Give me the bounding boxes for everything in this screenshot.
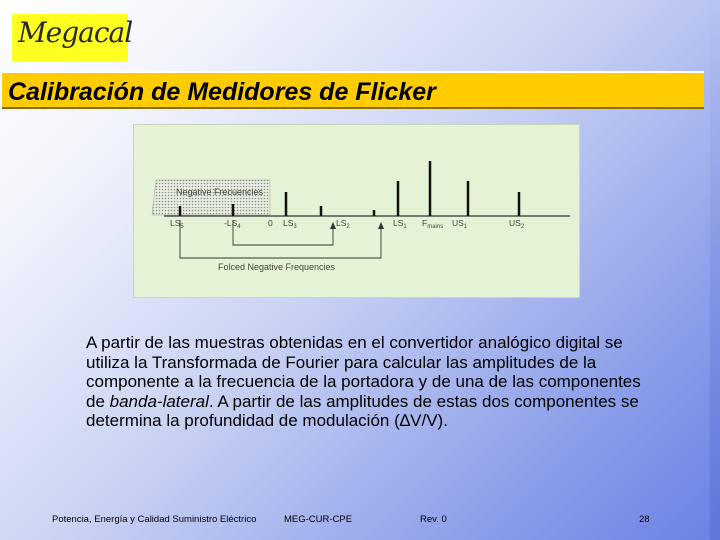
fold-arrow-ls5 [180,220,381,258]
footer-revision: Rev. 0 [420,514,447,525]
negative-frequency-label: Negative Frecuencies [176,187,264,197]
decorative-edge [710,0,720,540]
body-text-part2: . A partir de las amplitudes de estas dos componentes se determina la profundidad de modulación (∆V/V). [86,391,639,430]
tick-label-ls4: $-LS_4$ [224,218,241,230]
tick-label-ls1: $LS_1$ [393,218,407,230]
body-text-emphasis: banda-lateral [109,391,209,411]
footer-subject: Potencia, Energía y Calidad Suministro Eléctrico [52,514,257,525]
logo-text: Megacal [18,16,133,49]
arrow-head [378,222,384,229]
footer-page-number: 28 [639,514,650,525]
folded-frequency-label: Folced Negative Frequencies [218,262,336,272]
tick-label-us1: $US_1$ [452,218,468,230]
title-bar [2,71,704,109]
tick-label-ls5: $LS_5$ [170,218,184,230]
footer-code: MEG-CUR-CPE [284,514,353,525]
spectrum-diagram [134,125,579,297]
negative-frequency-region [152,180,270,215]
body-paragraph [86,333,656,431]
tick-label-us2: $US_2$ [509,218,525,230]
spectrum-figure [133,124,580,298]
slide-title: Calibración de Medidores de Flicker [8,78,436,106]
tick-label-ls3: $LS_3$ [283,218,297,230]
body-text-part1: A partir de las muestras obtenidas en el convertidor analógico digital se utiliza la Transformada de Fourier para calcular las amplitudes de la componente a la frecuencia de la portadora y de una de las componentes de [86,333,641,411]
tick-label-zero: 0 [268,218,273,228]
tick-label-ls2: $LS_2$ [336,218,350,230]
logo [12,14,133,62]
tick-label-fmains: $F_{mains}$ [422,218,444,230]
